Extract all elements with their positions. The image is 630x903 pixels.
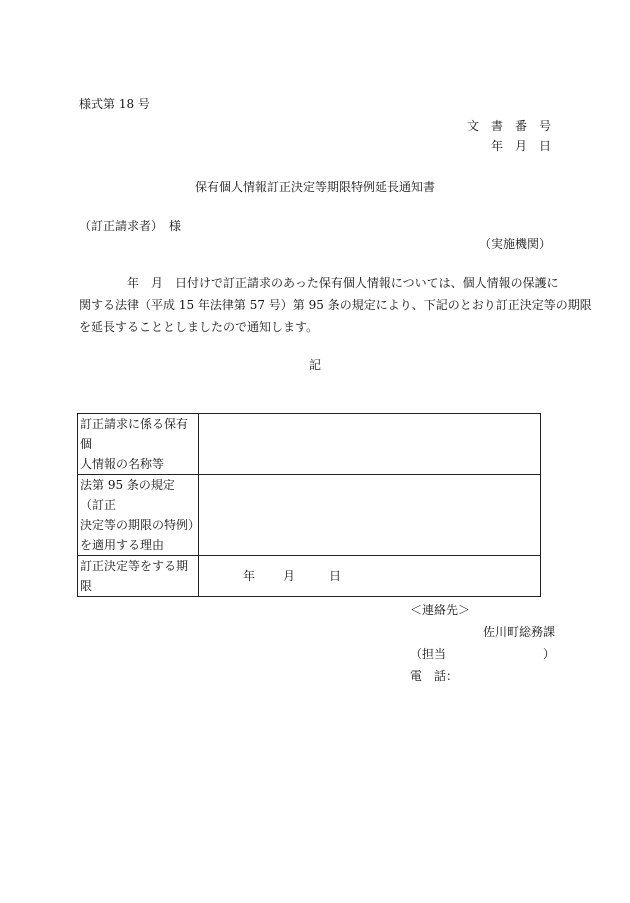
row1-label-line: 訂正請求に係る保有個 [80, 417, 189, 451]
table-row [78, 475, 541, 556]
details-table [77, 413, 541, 597]
addressee: （訂正請求者） 様 [79, 219, 182, 233]
row1-value[interactable] [199, 414, 541, 475]
row2-value[interactable] [199, 475, 541, 556]
row2-label-line: を適用する理由 [80, 538, 165, 552]
body-line-2: 関する法律（平成 15 年法律第 57 号）第 95 条の規定により、下記のとおり訂正決定等の期限 [79, 298, 592, 312]
contact-phone: 電 話： [410, 669, 459, 683]
row2-label [78, 475, 199, 556]
deadline-year: 年 [243, 569, 256, 583]
ki-heading: 記 [308, 358, 321, 372]
body-line-3: を延長することとしましたので通知します。 [79, 320, 319, 334]
contact-person-close: ） [542, 647, 555, 661]
row3-date-value[interactable] [199, 556, 541, 597]
table-row [78, 556, 541, 597]
row2-label-line: 決定等の期限の特例） [80, 518, 201, 532]
document-number: 文 書 番 号 [466, 119, 551, 133]
contact-person-open: （担当 [410, 647, 447, 661]
body-line-1: 年 月 日付けで訂正請求のあった保有個人情報については、個人情報の保護に [127, 276, 559, 290]
contact-heading: ＜連絡先＞ [410, 603, 471, 617]
deadline-month: 月 [283, 569, 296, 583]
row2-label-line: 法第 95 条の規定（訂正 [80, 478, 175, 512]
date-line: 年 月 日 [490, 139, 551, 153]
document-title: 保有個人情報訂正決定等期限特例延長通知書 [194, 180, 435, 194]
deadline-day: 日 [329, 569, 342, 583]
row1-label-line: 人情報の名称等 [80, 457, 165, 471]
contact-department: 佐川町総務課 [482, 625, 555, 639]
row1-label [78, 414, 199, 475]
issuing-agency: （実施機関） [478, 237, 551, 251]
contact-block [410, 599, 555, 687]
row3-label: 訂正決定等をする期限 [78, 556, 199, 597]
body-paragraph [79, 272, 592, 338]
contact-person-line [410, 643, 555, 665]
table-row [78, 414, 541, 475]
form-number: 様式第 18 号 [79, 97, 150, 111]
